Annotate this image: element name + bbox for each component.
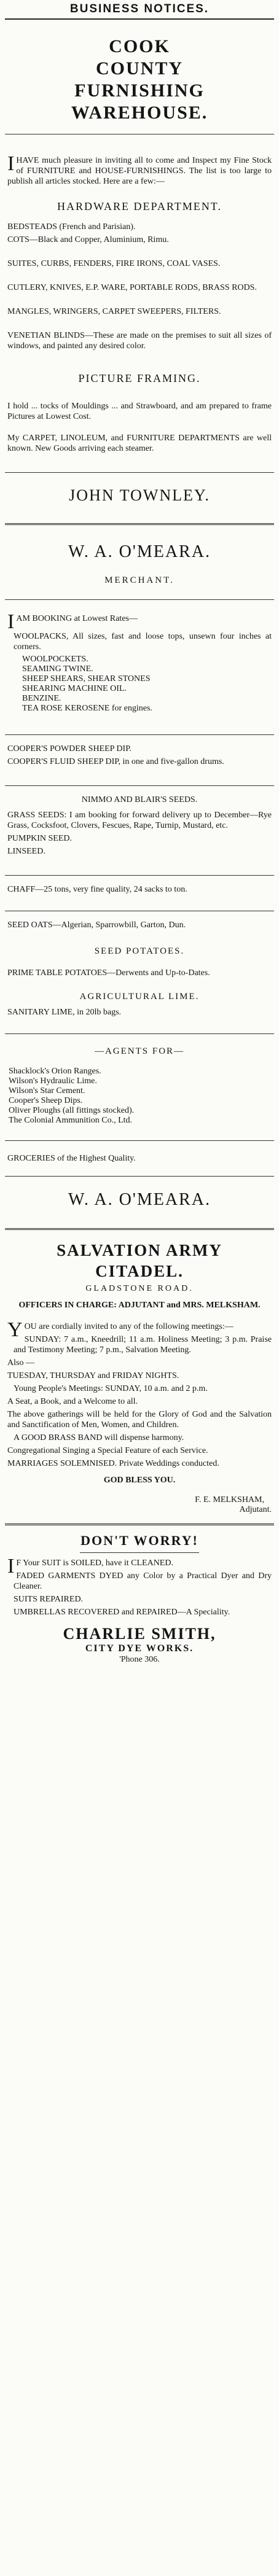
list-item: Cooper's Sheep Dips.	[9, 1096, 83, 1105]
invite-text: YOU are cordially invited to any of the following meetings:—	[7, 1318, 234, 1341]
salvation-army-ad	[0, 1240, 279, 1515]
cook-item: COTS—Black and Copper, Aluminium, Rimu.	[7, 235, 169, 244]
city-dye-works-ad	[0, 1533, 279, 1665]
cook-intro: IHAVE much pleasure in inviting all to come and Inspect my Fine Stock of FURNITURE and HOUSE-FURNISHINGS. The list is too large to publish all articles stocked. Here are a few:—	[7, 152, 272, 186]
omeara-ad	[0, 542, 279, 1210]
weekday-text: TUESDAY, THURSDAY and FRIDAY NIGHTS.	[7, 1371, 179, 1380]
picture-framing-title: PICTURE FRAMING.	[78, 372, 201, 384]
ad-title-line: COUNTY	[95, 58, 183, 79]
lime-text: SANITARY LIME, in 20lb bags.	[7, 1008, 122, 1017]
booking-text: IAM BOOKING at Lowest Rates—	[7, 610, 138, 633]
ad-title-line: WAREHOUSE.	[71, 103, 208, 123]
list-item: Wilson's Hydraulic Lime.	[9, 1076, 97, 1086]
dip-text: COOPER'S FLUID SHEEP DIP, in one and five-gallon drums.	[7, 757, 224, 766]
supply-list	[14, 655, 279, 714]
grass-text: GRASS SEEDS: I am booking for forward delivery up to December—Rye Grass, Cocksfoot, Clovers, Fescues, Rape, Turnip, Mustard, etc.	[7, 811, 272, 830]
lime-title: AGRICULTURAL LIME.	[79, 992, 200, 1002]
cook-item: BEDSTEADS (French and Parisian).	[7, 222, 136, 232]
phone-number: 'Phone 306.	[119, 1655, 160, 1664]
picture-framing-text: I hold ... tocks of Mouldings ... and Strawboard, and am prepared to frame Pictures at Lowest Cost.	[7, 402, 272, 421]
pumpkin-text: PUMPKIN SEED.	[7, 834, 73, 843]
cook-item: MANGLES, WRINGERS, CARPET SWEEPERS, FILTERS.	[7, 307, 221, 316]
ad-title-line: FURNISHING	[74, 80, 205, 101]
owner-name: JOHN TOWNLEY.	[69, 486, 210, 504]
potatoes-text: PRIME TABLE POTATOES—Derwents and Up-to-Dates.	[7, 968, 210, 978]
seat-text: A Seat, a Book, and a Welcome to all.	[7, 1397, 138, 1406]
potatoes-title: SEED POTATOES.	[94, 946, 185, 956]
nimmo-title: NIMMO AND BLAIR'S SEEDS.	[81, 795, 198, 804]
cook-county-ad	[0, 36, 279, 505]
soiled-text: IF Your SUIT is SOILED, have it CLEANED.	[7, 1555, 173, 1578]
band-text: A GOOD BRASS BAND will dispense harmony.	[14, 1433, 184, 1442]
ad-title-line: COOK	[109, 36, 170, 56]
repaired-text: SUITS REPAIRED.	[14, 1595, 84, 1604]
young-people-text: Young People's Meetings: SUNDAY, 10 a.m. and 2 p.m.	[14, 1384, 208, 1393]
marriages-text: MARRIAGES SOLEMNISED. Private Weddings conducted.	[7, 1459, 219, 1468]
divider	[5, 523, 274, 525]
hardware-dept-title: HARDWARE DEPARTMENT.	[57, 200, 222, 212]
list-item: Wilson's Star Cement.	[9, 1086, 85, 1095]
signature-title: Adjutant.	[239, 1505, 272, 1514]
works-name: CITY DYE WORKS.	[85, 1643, 194, 1654]
divider	[5, 1228, 274, 1230]
divider	[5, 785, 274, 786]
divider	[5, 599, 274, 600]
cook-item: SUITES, CURBS, FENDERS, FIRE IRONS, COAL VASES.	[7, 259, 221, 268]
list-item: Oliver Ploughs (all fittings stocked).	[9, 1106, 135, 1115]
cook-item: VENETIAN BLINDS—These are made on the premises to suit all sizes of windows, and painted any desired color.	[7, 331, 272, 351]
merchant-name: W. A. O'MEARA.	[68, 542, 211, 561]
merchant-title: MERCHANT.	[104, 575, 175, 585]
groceries-text: GROCERIES of the Highest Quality.	[7, 1154, 136, 1163]
cook-item: CUTLERY, KNIVES, E.P. WARE, PORTABLE RODS, BRASS RODS.	[7, 283, 257, 292]
singing-text: Congregational Singing a Special Feature of each Service.	[7, 1446, 208, 1455]
list-item: SHEARING MACHINE OIL.	[22, 684, 127, 693]
list-item: TEA ROSE KEROSENE for engines.	[22, 704, 152, 713]
divider	[5, 1140, 274, 1141]
divider	[5, 1033, 274, 1034]
ad-title-line: CITADEL.	[95, 1262, 184, 1280]
gathering-text: The above gatherings will be held for the Glory of God and the Salvation and Sanctification of Men, Women, and Children.	[7, 1410, 272, 1430]
umbrellas-text: UMBRELLAS RECOVERED and REPAIRED—A Speciality.	[14, 1608, 230, 1617]
section-header: BUSINESS NOTICES.	[69, 2, 210, 15]
divider	[5, 875, 274, 876]
linseed-text: LINSEED.	[7, 847, 45, 856]
list-item: The Colonial Ammunition Co., Ltd.	[9, 1116, 133, 1125]
dip-text: COOPER'S POWDER SHEEP DIP.	[7, 744, 132, 753]
list-item: SEAMING TWINE.	[22, 664, 93, 674]
dont-worry-title: DON'T WORRY!	[81, 1533, 198, 1548]
merchant-name-footer: W. A. O'MEARA.	[68, 1190, 211, 1209]
divider	[80, 1552, 199, 1553]
sunday-text: SUNDAY: 7 a.m., Kneedrill; 11 a.m. Holiness Meeting; 3 p.m. Praise and Testimony Meeting; 7 p.m., Salvation Meeting.	[14, 1335, 272, 1355]
blessing: GOD BLESS YOU.	[103, 1476, 176, 1485]
divider	[5, 734, 274, 735]
list-item: Shacklock's Orion Ranges.	[9, 1067, 101, 1076]
address: GLADSTONE ROAD.	[85, 1284, 194, 1293]
divider	[5, 18, 274, 20]
carpet-text: My CARPET, LINOLEUM, and FURNITURE DEPARTMENTS are well known. New Goods arriving each steamer.	[7, 434, 272, 453]
agents-list	[0, 1067, 279, 1126]
faded-text: FADED GARMENTS DYED any Color by a Practical Dyer and Dry Cleaner.	[14, 1571, 272, 1591]
agents-title: —AGENTS FOR—	[94, 1046, 185, 1056]
ad-title-line: SALVATION ARMY	[57, 1241, 222, 1259]
oats-text: SEED OATS—Algerian, Sparrowbill, Garton, Dun.	[7, 920, 186, 930]
divider	[5, 472, 274, 473]
proprietor-name: CHARLIE SMITH,	[63, 1625, 216, 1643]
signature-name: F. E. MELKSHAM,	[195, 1495, 264, 1504]
list-item: WOOLPOCKETS.	[22, 655, 88, 664]
officers-text: OFFICERS IN CHARGE: ADJUTANT and MRS. MELKSHAM.	[18, 1301, 261, 1310]
list-item: SHEEP SHEARS, SHEAR STONES	[22, 674, 151, 683]
list-item: BENZINE.	[22, 694, 61, 703]
divider	[5, 1176, 274, 1177]
chaff-text: CHAFF—25 tons, very fine quality, 24 sacks to ton.	[7, 885, 187, 894]
also-text: Also —	[7, 1358, 34, 1368]
divider	[5, 1523, 274, 1525]
woolpacks-text: WOOLPACKS, All sizes, fast and loose tops, unsewn four inches at corners.	[14, 632, 272, 652]
